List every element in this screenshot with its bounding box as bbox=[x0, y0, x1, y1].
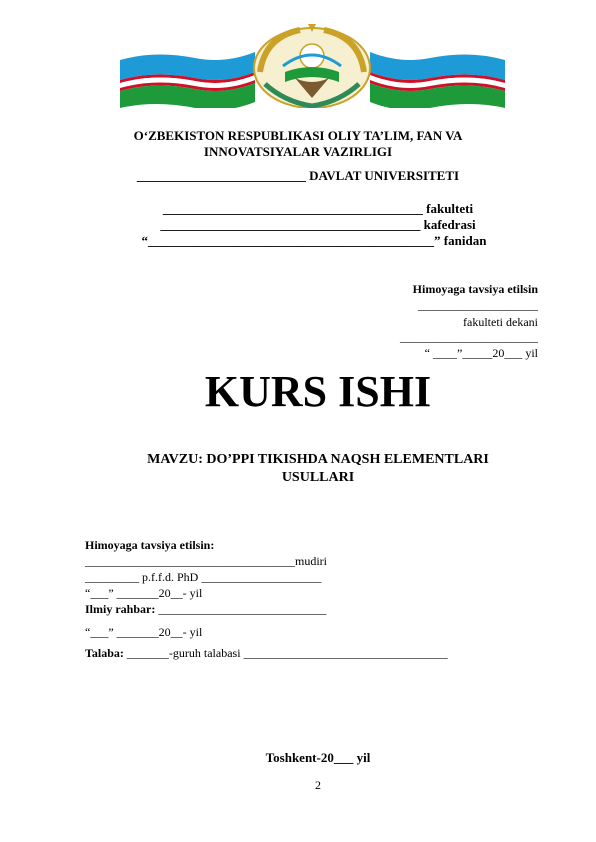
topic-line-2: USULLARI bbox=[281, 470, 355, 485]
approval-date-1: “___” _______20__- yil bbox=[85, 586, 203, 600]
ministry-line-2: INNOVATSIYALAR VAZIRLIGI bbox=[203, 144, 393, 159]
subject-blank: ____________________________________________ bbox=[148, 233, 435, 248]
department-label: kafedrasi bbox=[423, 217, 476, 232]
faculty-line bbox=[20, 201, 596, 217]
page-number: 2 bbox=[315, 778, 321, 792]
head-blank: ___________________________________ bbox=[85, 554, 295, 568]
student-label: Talaba: bbox=[85, 646, 124, 660]
approval-top-title: Himoyaga tavsiya etilsin bbox=[412, 282, 538, 296]
faculty-blank: ________________________________________ bbox=[162, 201, 423, 216]
student-name-blank: __________________________________ bbox=[243, 646, 448, 660]
flag-ribbon-left-icon bbox=[120, 52, 255, 108]
state-emblem-banner-icon bbox=[115, 22, 510, 108]
university-name: DAVLAT UNIVERSITETI bbox=[309, 168, 460, 183]
student-group-blank: _______ bbox=[126, 646, 169, 660]
approval-top-dean: fakulteti dekani bbox=[463, 315, 538, 329]
phd-line bbox=[85, 570, 321, 585]
subject-line bbox=[16, 233, 596, 249]
supervisor-line bbox=[85, 602, 326, 617]
approval-bottom-title: Himoyaga tavsiya etilsin: bbox=[85, 538, 215, 552]
university-blank: __________________________ bbox=[136, 168, 306, 183]
faculty-label: fakulteti bbox=[426, 201, 474, 216]
approval-top-blank-1: ____________________ bbox=[418, 298, 538, 312]
head-line bbox=[85, 554, 327, 569]
department-blank: ________________________________________ bbox=[160, 217, 421, 232]
university-line bbox=[0, 168, 596, 184]
topic-line-1: MAVZU: DO’PPI TIKISHDA NAQSH ELEMENTLARI bbox=[147, 452, 489, 467]
department-line bbox=[20, 217, 596, 233]
supervisor-blank: ____________________________ bbox=[158, 602, 327, 616]
coat-of-arms-icon bbox=[254, 24, 370, 108]
phd-blank-1: _________ bbox=[85, 570, 139, 584]
flag-ribbon-right-icon bbox=[370, 52, 505, 108]
city-year: Toshkent-20___ yil bbox=[265, 750, 371, 765]
supervisor-label: Ilmiy rahbar: bbox=[85, 602, 156, 616]
phd-blank-2: ____________________ bbox=[201, 570, 322, 584]
approval-date-2: “___” _______20__- yil bbox=[85, 625, 203, 639]
approval-top-blank-2: _______________________ bbox=[400, 330, 538, 344]
subject-label: ” fanidan bbox=[434, 233, 487, 248]
head-label: mudiri bbox=[295, 554, 327, 568]
approval-top-date: “ ____”_____20___ yil bbox=[424, 346, 538, 360]
phd-label: p.f.f.d. PhD bbox=[142, 570, 199, 584]
ministry-line-1: O‘ZBEKISTON RESPUBLIKASI OLIY TA’LIM, FAN VA bbox=[133, 128, 463, 143]
student-line bbox=[85, 646, 448, 661]
subject-open-quote: “ bbox=[141, 233, 149, 248]
student-group-label: -guruh talabasi bbox=[168, 646, 241, 660]
page-title: KURS ISHI bbox=[204, 367, 432, 416]
